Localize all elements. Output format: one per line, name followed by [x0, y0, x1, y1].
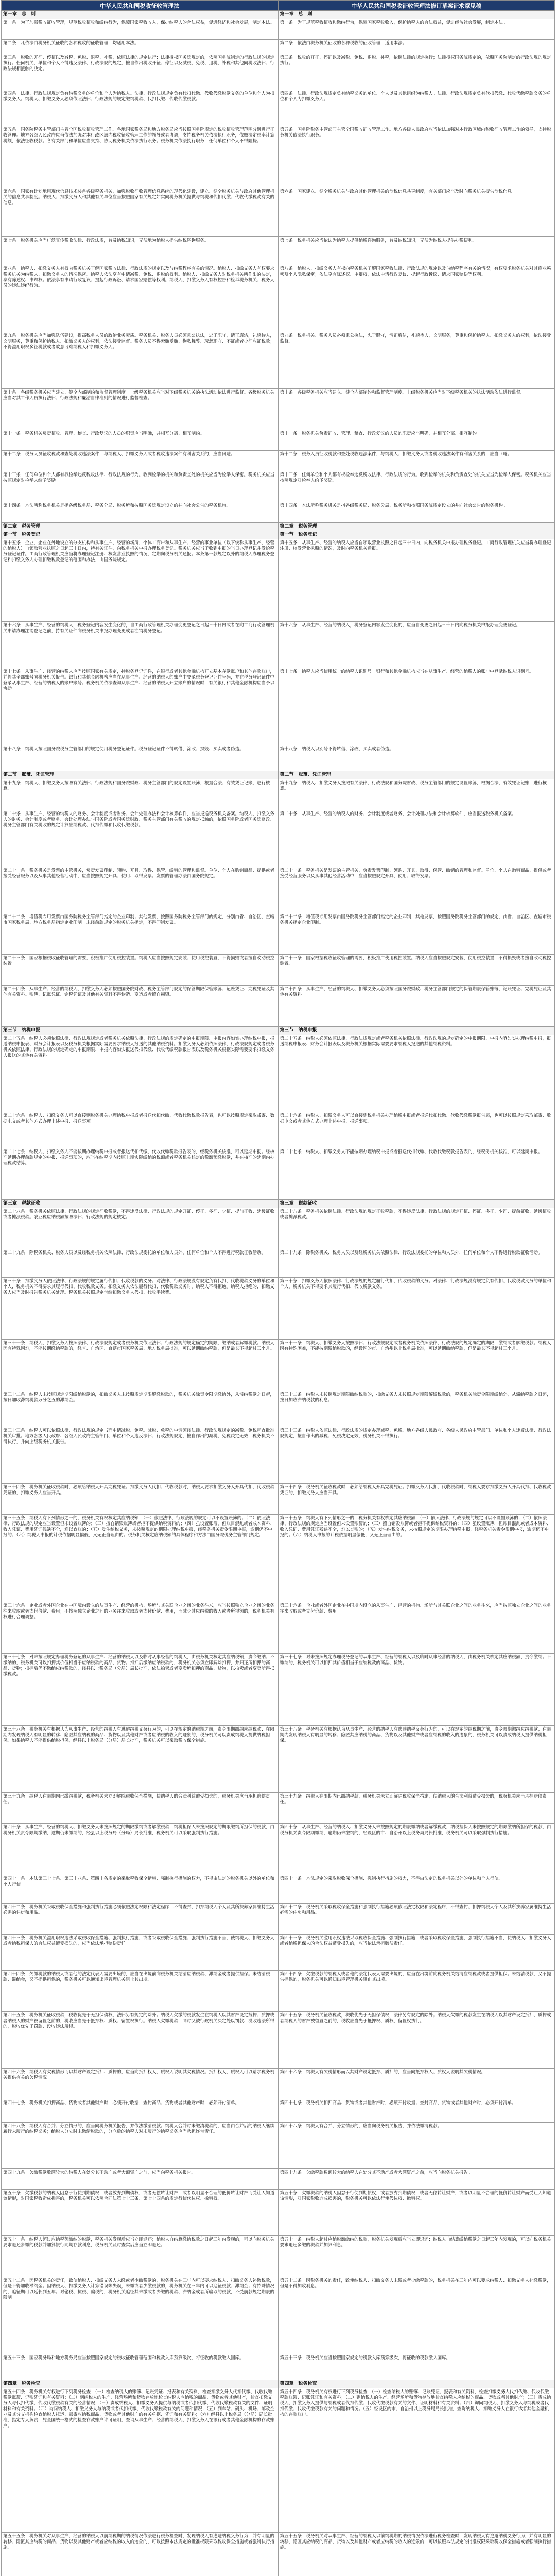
- current-law-cell: 第六条 国家有计划地用现代信息技术装备各级税务机关，加强税收征收管理信息系统的现代化建设，建立、健全税务机关与政府其他管理机关的信息共享制度。纳税人、扣缴义务人和其他有关单位应当按照国家有关规定如实向税务机关提供与纳税和代扣代缴、代收代缴税款有关的信息。: [2, 188, 279, 237]
- article-row: [2, 1602, 555, 1654]
- article-row: [2, 1340, 555, 1391]
- draft-cell: 第三十八条 税务机关有根据认为从事生产、经营的纳税人有逃避纳税义务行为的，可以在规定的纳税期之前，责令限期缴纳应纳税款；在限期内发现纳税人有明显的转移、隐匿其应纳税的商品、货物以及其他财产或者应纳税的收入的迹象的，税务机关可以责成纳税人提供纳税担保。: [278, 1726, 555, 1793]
- chapter-row: [2, 1027, 555, 1035]
- article-row: [2, 2069, 555, 2099]
- current-law-cell: 第四十二条 税务机关采取税收保全措施和强制执行措施必须依照法定权限和法定程序，不得查封、扣押纳税人个人及其所扶养家属维持生活必需的住房和用品。: [2, 1904, 279, 1935]
- article-row: [2, 2123, 555, 2169]
- current-law-cell: 第二章 税务管理: [2, 523, 279, 531]
- current-law-cell: 第二十一条 税务机关是发票的主管机关，负责发票印制、领购、开具、取得、保管、缴销的管理和监督。单位、个人在购销商品、提供或者接受经营服务以及从事其他经营活动中，应当按照规定开具、使用、取得发票。发票的管理办法由国务院规定。: [2, 867, 279, 913]
- draft-cell: 第四十九条 欠缴税款数额较大的纳税人在处分其不动产或者大额资产之前，应当向税务机关报告。: [278, 2169, 555, 2190]
- article-row: [2, 2533, 555, 2576]
- article-row: [2, 539, 555, 622]
- chapter-row: [2, 531, 555, 539]
- draft-cell: 第三十二条 纳税人未按照规定期限缴纳税款的，扣缴义务人未按照规定期限解缴税款的，税务机关除责令限期缴纳外，从滞纳税款之日起，按日加收滞纳税款的利息。: [278, 1391, 555, 1427]
- current-law-cell: 第三十五条 纳税人有下列情形之一的，税务机关有权核定其应纳税额：（一）依照法律、行政法规的规定可以不设置账簿的；（二）依照法律、行政法规的规定应当设置但未设置账簿的；（三）擅自销毁账簿或者拒不提供纳税资料的；（四）虽设置账簿，但账目混乱或者成本资料、收入凭证、费用凭证残缺不全，难以查账的；（五）发生纳税义务，未按照规定的期限办理纳税申报，经税务机关责令限期申报，逾期仍不申报的；（六）纳税人申报的计税依据明显偏低，又无正当理由的。税务机关核定应纳税额的具体程序和方法由国务院税务主管部门规定。: [2, 1515, 279, 1602]
- current-law-cell: 第四十三条 税务机关滥用职权违法采取税收保全措施、强制执行措施，或者采取税收保全措施、强制执行措施不当，使纳税人、扣缴义务人或者纳税担保人的合法权益遭受损失的，应当依法承担赔偿责任。: [2, 1935, 279, 1971]
- draft-cell: 第二十一条 税务机关是发票的主管机关，负责发票印制、领购、开具、取得、保管、缴销的管理和监督。单位、个人在购销商品、提供或者接受经营服务以及从事其他经营活动中，应当按照规定开具、使用、取得发票。: [278, 867, 555, 913]
- draft-cell: 第八条 纳税人、扣缴义务人有权向税务机关了解国家税收法律、行政法规的规定以及与纳税程序有关的情况；有权要求税务机关对其商业秘密及个人隐私保密；依法享有陈述权、申辩权，依法申请行政复议、提起行政诉讼、请求国家赔偿等权利。: [278, 265, 555, 332]
- current-law-cell: 第四十条 从事生产、经营的纳税人、扣缴义务人未按照规定的期限缴纳或者解缴税款，纳税担保人未按照规定的期限缴纳所担保的税款，由税务机关责令限期缴纳，逾期仍未缴纳的，经县以上税务局（分局）局长批准，税务机关可以采取强制执行措施。: [2, 1824, 279, 1875]
- current-law-cell: 第十一条 税务机关负责征收、管理、稽查、行政复议的人员的职责应当明确，并相互分离、相互制约。: [2, 430, 279, 451]
- current-law-cell: 第一条 为了加强税收征收管理，规范税收征收和缴纳行为，保障国家税收收入，保护纳税人的合法权益，促进经济和社会发展，制定本法。: [2, 19, 279, 40]
- draft-cell: 第六条 国家建立、健全税务机关与政府其他管理机关的涉税信息共享制度，有关部门应当及时向税务机关提供涉税信息。: [278, 188, 555, 237]
- article-row: [2, 1035, 555, 1112]
- article-row: [2, 986, 555, 1027]
- current-law-cell: 第五十一条 纳税人超过应纳税额缴纳的税款，税务机关发现后应当立即退还；纳税人自结算缴纳税款之日起三年内发现的，可以向税务机关要求退还多缴的税款并加算银行同期存款利息，税务机关及时查实后应当立即退还。: [2, 2236, 279, 2277]
- draft-cell: 第四十七条 税务机关扣押商品、货物或者其他财产时，必须开付收据；查封商品、货物或者其他财产时，必须开付清单。: [278, 2099, 555, 2123]
- draft-cell: 第十三条 任何单位和个人都有权检举违反税收法律、行政法规的行为。收到检举的机关和负责查处的机关应当为检举人保密。税务机关应当按照规定对检举人给予奖励。: [278, 471, 555, 502]
- article-row: [2, 1875, 555, 1904]
- current-law-cell: 第二节 账簿、凭证管理: [2, 771, 279, 779]
- draft-cell: 第七条 税务机关应当依法为纳税人提供纳税咨询服务，普及纳税知识，无偿为纳税人提供办税便利。: [278, 237, 555, 265]
- draft-cell: 第三十七条 对未按照规定办理税务登记的从事生产、经营的纳税人以及临时从事经营的纳税人，由税务机关核定其应纳税额，责令缴纳；不缴纳的，税务机关可以扣押其价值相当于应纳税款的商品、货物。: [278, 1654, 555, 1726]
- current-law-cell: 第四十一条 本法第三十七条、第三十八条、第四十条规定的采取税收保全措施、强制执行措施的权力，不得由法定的税务机关以外的单位和个人行使。: [2, 1875, 279, 1904]
- current-law-cell: 第五十二条 因税务机关的责任，致使纳税人、扣缴义务人未缴或者少缴税款的，税务机关在三年内可以要求纳税人、扣缴义务人补缴税款，但是不得加收滞纳金。因纳税人、扣缴义务人计算错误等失误，未缴或者少缴税款的，税务机关在三年内可以追征税款、滞纳金；有特殊情况的，追征期可以延长到五年。对偷税、抗税、骗税的，税务机关追征其未缴或者少缴的税款、滞纳金或者所骗取的税款，不受前款规定期限的限制。: [2, 2277, 279, 2354]
- article-row: [2, 867, 555, 913]
- article-row: [2, 1278, 555, 1340]
- right-column-title: 中华人民共和国税收征收管理法修订草案征求意见稿: [278, 1, 555, 11]
- draft-cell: 第一条 为了规范税收征收和缴纳行为，保障国家税收收入，保护纳税人的合法权益，促进经济社会发展，制定本法。: [278, 19, 555, 40]
- draft-cell: 第五十四条 税务机关有权进行下列税务检查：（一）检查纳税人的账簿、记账凭证、报表和有关资料，检查扣缴义务人代扣代缴、代收代缴税款账簿、记账凭证和有关资料；（二）到纳税人的生产、经营场所和货物存放地检查纳税人应纳税的商品、货物或者其他财产；（三）责成纳税人、扣缴义务人提供与纳税或者代扣代缴、代收代缴税款有关的文件、证明材料和有关资料；（四）询问纳税人、扣缴义务人与纳税或者代扣代缴、代收代缴税款有关的问题和情况；（五）经设区的市、自治州以上税务局局长批准，查询纳税人、扣缴义务人在银行或者其他金融机构的存款账户。: [278, 2388, 555, 2533]
- draft-cell: 第三十四条 税务机关征收税款时，必须给纳税人开具完税凭证。扣缴义务人代扣、代收税款时，纳税人要求扣缴义务人开具代扣、代收税款凭证的，扣缴义务人应当开具。: [278, 1484, 555, 1515]
- draft-cell: 第五十三条 税务机关应当按照国家规定的税款入库预算级次，将征收的税款缴入国库。: [278, 2354, 555, 2380]
- article-row: [2, 955, 555, 986]
- current-law-cell: 第二十九条 除税务机关、税务人员以及经税务机关依照法律、行政法规委托的单位和人员外，任何单位和个人不得进行税款征收活动。: [2, 1249, 279, 1278]
- current-law-cell: 第三十二条 纳税人未按照规定期限缴纳税款的，扣缴义务人未按照规定期限解缴税款的，税务机关除责令限期缴纳外，从滞纳税款之日起，按日加收滞纳税款万分之五的滞纳金。: [2, 1391, 279, 1427]
- chapter-row: [2, 523, 555, 531]
- current-law-cell: 第三十九条 纳税人在限期内已缴纳税款，税务机关未立即解除税收保全措施，使纳税人的合法利益遭受损失的，税务机关应当承担赔偿责任。: [2, 1793, 279, 1824]
- draft-cell: 第二十三条 国家根据税收征收管理的需要，积极推广使用税控装置。纳税人应当按照规定安装、使用税控装置，不得损毁或者擅自改动税控装置。: [278, 955, 555, 986]
- current-law-cell: 第四章 税务检查: [2, 2380, 279, 2388]
- article-row: [2, 126, 555, 188]
- article-row: [2, 1971, 555, 2012]
- current-law-cell: 第八条 纳税人、扣缴义务人有权向税务机关了解国家税收法律、行政法规的规定以及与纳税程序有关的情况。纳税人、扣缴义务人有权要求税务机关为纳税人、扣缴义务人的情况保密。纳税人依法享有申请减税、免税、退税的权利。纳税人、扣缴义务人对税务机关所作出的决定，享有陈述权、申辩权；依法享有申请行政复议、提起行政诉讼、请求国家赔偿等权利。纳税人、扣缴义务人有权控告和检举税务机关、税务人员的违法违纪行为。: [2, 265, 279, 332]
- current-law-cell: 第十五条 企业，企业在外地设立的分支机构和从事生产、经营的场所，个体工商户和从事生产、经营的事业单位（以下统称从事生产、经营的纳税人）自领取营业执照之日起三十日内，持有关证件，向税务机关申报办理税务登记。税务机关应当于收到申报的当日办理登记并发给税务登记证件。工商行政管理机关应当将办理登记注册、核发营业执照的情况，定期向税务机关通报。本条第一款规定以外的纳税人办理税务登记和扣缴义务人办理扣缴税款登记的范围和办法，由国务院规定。: [2, 539, 279, 622]
- draft-cell: 第十七条 纳税人应当使用统一的纳税人识别号。银行和其他金融机构应当在从事生产、经营的纳税人的账户中登录纳税人识别号。: [278, 668, 555, 745]
- draft-cell: 第二十二条 增值税专用发票由国务院税务主管部门指定的企业印制；其他发票，按照国务院税务主管部门的规定，由省、自治区、直辖市税务机关指定企业印制。: [278, 913, 555, 955]
- article-row: [2, 188, 555, 237]
- article-row: [2, 1249, 555, 1278]
- current-law-cell: 第二十三条 国家根据税收征收管理的需要，积极推广使用税控装置。纳税人应当按照规定安装、使用税控装置，不得损毁或者擅自改动税控装置。: [2, 955, 279, 986]
- current-law-cell: 第二十四条 从事生产、经营的纳税人、扣缴义务人必须按照国务院财政、税务主管部门规定的保管期限保管账簿、记账凭证、完税凭证及其他有关资料。账簿、记账凭证、完税凭证及其他有关资料不得伪造、变造或者擅自损毁。: [2, 986, 279, 1027]
- current-law-cell: 第四十八条 纳税人有合并、分立情形的，应当向税务机关报告，并依法缴清税款。纳税人合并时未缴清税款的，应当由合并后的纳税人继续履行未履行的纳税义务；纳税人分立时未缴清税款的，分立后的纳税人对未履行的纳税义务应当承担连带责任。: [2, 2123, 279, 2169]
- current-law-cell: 第七条 税务机关应当广泛宣传税收法律、行政法规，普及纳税知识，无偿地为纳税人提供纳税咨询服务。: [2, 237, 279, 265]
- draft-cell: 第三节 纳税申报: [278, 1027, 555, 1035]
- article-row: [2, 332, 555, 389]
- draft-cell: 第四十二条 税务机关采取税收保全措施和强制执行措施必须依照法定权限和法定程序，不得查封、扣押纳税人个人及其所扶养家属维持生活必需的住房和用品。: [278, 1904, 555, 1935]
- current-law-cell: 第三条 税收的开征、停征以及减税、免税、退税、补税，依照法律的规定执行；法律授权国务院规定的，依照国务院制定的行政法规的规定执行。任何机关、单位和个人不得违反法律、行政法规的规定，擅自作出税收开征、停征以及减税、免税、退税、补税和其他同税收法律、行政法规相抵触的决定。: [2, 54, 279, 90]
- draft-cell: 第三十九条 纳税人在限期内已缴纳税款，税务机关未立即解除税收保全措施，使纳税人的合法利益遭受损失的，税务机关应当承担赔偿责任。: [278, 1793, 555, 1824]
- article-row: [2, 1112, 555, 1148]
- current-law-cell: 第四条 法律、行政法规规定负有纳税义务的单位和个人为纳税人。法律、行政法规规定负有代扣代缴、代收代缴税款义务的单位和个人为扣缴义务人。纳税人、扣缴义务人必须依照法律、行政法规的规定缴纳税款、代扣代缴、代收代缴税款。: [2, 90, 279, 126]
- article-row: [2, 502, 555, 523]
- draft-cell: 第十九条 纳税人、扣缴义务人按照有关法律、行政法规和国务院财政、税务主管部门的规定设置账簿，根据合法、有效凭证记账，进行核算。: [278, 779, 555, 810]
- current-law-cell: 第四十六条 纳税人有欠税情形而以其财产设定抵押、质押的，应当向抵押权人、质权人说明其欠税情况。抵押权人、质权人可以请求税务机关提供有关的欠税情况。: [2, 2069, 279, 2099]
- article-row: [2, 913, 555, 955]
- draft-cell: 第三条 税收的开征、停征以及减税、免税、退税、补税，依照法律的规定执行；法律授权国务院规定的，依照国务院制定的行政法规的规定执行。: [278, 54, 555, 90]
- article-row: [2, 389, 555, 430]
- current-law-cell: 第四十四条 欠缴税款的纳税人或者他的法定代表人需要出境的，应当在出境前向税务机关结清应纳税款、滞纳金或者提供担保。未结清税款、滞纳金，又不提供担保的，税务机关可以通知出境管理机关阻止其出境。: [2, 1971, 279, 2012]
- article-row: [2, 2099, 555, 2123]
- article-row: [2, 1904, 555, 1935]
- current-law-cell: 第五十五条 税务机关对从事生产、经营的纳税人以前纳税期的纳税情况依法进行税务检查时，发现纳税人有逃避纳税义务行为，并有明显的转移、隐匿其应纳税的商品、货物以及其他财产或者应纳税的收入的迹象的，可以按照本法规定的批准权限采取税收保全措施或者强制执行措施。: [2, 2533, 279, 2576]
- draft-cell: 第十四条 本法所称税务机关是指各级税务局、税务分局、税务所和按照国务院规定设立的并向社会公告的税务机构。: [278, 502, 555, 523]
- chapter-row: [2, 1200, 555, 1208]
- current-law-cell: 第二十七条 纳税人、扣缴义务人不能按期办理纳税申报或者报送代扣代缴、代收代缴税款报告表的，经税务机关核准，可以延期申报。经核准延期办理前款规定的申报、报送事项的，应当在纳税期内按照上期实际缴纳的税额或者税务机关核定的税额预缴税款，并在核准的延期内办理税款结算。: [2, 1148, 279, 1200]
- current-law-cell: 第二条 凡依法由税务机关征收的各种税收的征收管理，均适用本法。: [2, 40, 279, 54]
- draft-cell: 第四十条 从事生产、经营的纳税人、扣缴义务人未按照规定的期限缴纳或者解缴税款，纳税担保人未按照规定的期限缴纳所担保的税款，由税务机关责令限期缴纳，逾期仍未缴纳的，经设区的市、自治州以上税务局局长批准，税务机关可以采取强制执行措施。: [278, 1824, 555, 1875]
- article-row: [2, 779, 555, 810]
- current-law-cell: 第二十二条 增值税专用发票由国务院税务主管部门指定的企业印制；其他发票，按照国务院税务主管部门的规定，分别由省、自治区、直辖市国家税务局、地方税务局指定企业印制。未经前款规定的税务机关指定，不得印制发票。: [2, 913, 279, 955]
- current-law-cell: 第二十五条 纳税人必须依照法律、行政法规规定或者税务机关依照法律、行政法规的规定确定的申报期限、申报内容如实办理纳税申报，报送纳税申报表、财务会计报表以及税务机关根据实际需要要求纳税人报送的其他纳税资料。扣缴义务人必须依照法律、行政法规规定或者税务机关依照法律、行政法规的规定确定的申报期限、申报内容如实报送代扣代缴、代收代缴税款报告表以及税务机关根据实际需要要求扣缴义务人报送的其他有关资料。: [2, 1035, 279, 1112]
- article-row: [2, 90, 555, 126]
- left-column-title: 中华人民共和国税收征收管理法: [2, 1, 279, 11]
- article-row: [2, 2277, 555, 2354]
- draft-cell: 第五十二条 因税务机关的责任，致使纳税人、扣缴义务人未缴或者少缴税款的，税务机关在三年内可以要求纳税人、扣缴义务人补缴税款，但是不得加收利息。: [278, 2277, 555, 2354]
- article-row: [2, 1824, 555, 1875]
- draft-cell: 第二十七条 纳税人、扣缴义务人不能按期办理纳税申报或者报送代扣代缴、代收代缴税款报告表的，经税务机关核准，可以延期申报。: [278, 1148, 555, 1200]
- article-row: [2, 1484, 555, 1515]
- article-row: [2, 1515, 555, 1602]
- article-row: [2, 19, 555, 40]
- draft-cell: 第二条 依法由税务机关征收的各种税收的征收管理，适用本法。: [278, 40, 555, 54]
- draft-cell: 第十五条 从事生产、经营的纳税人应当自领取营业执照之日起三十日内，向税务机关申报办理税务登记。工商行政管理机关应当将办理登记注册、核发营业执照的情况，及时向税务机关通报。: [278, 539, 555, 622]
- comparison-table: [1, 1, 555, 2576]
- chapter-row: [2, 11, 555, 19]
- current-law-cell: 第十八条 纳税人按照国务院税务主管部门的规定使用税务登记证件。税务登记证件不得转借、涂改、损毁、买卖或者伪造。: [2, 745, 279, 771]
- draft-cell: 第十六条 从事生产、经营的纳税人，税务登记内容发生变化的，应当自变更之日起三十日内向税务机关申报办理变更登记。: [278, 622, 555, 668]
- draft-cell: 第三十六条 企业或者外国企业在中国境内设立的从事生产、经营的机构、场所与其关联企业之间的业务往来，应当按照独立企业之间的业务往来收取或者支付价款、费用。: [278, 1602, 555, 1654]
- current-law-cell: 第三十七条 对未按照规定办理税务登记的从事生产、经营的纳税人以及临时从事经营的纳税人，由税务机关核定其应纳税额，责令缴纳；不缴纳的，税务机关可以扣押其价值相当于应纳税款的商品、货物。扣押后缴纳应纳税款的，税务机关必须立即解除扣押，并归还所扣押的商品、货物；扣押后仍不缴纳应纳税款的，经县以上税务局（分局）局长批准，依法拍卖或者变卖所扣押的商品、货物，以拍卖或者变卖所得抵缴税款。: [2, 1654, 279, 1726]
- article-row: [2, 54, 555, 90]
- current-law-cell: 第一章 总 则: [2, 11, 279, 19]
- draft-cell: 第四章 税务检查: [278, 2380, 555, 2388]
- article-row: [2, 745, 555, 771]
- current-law-cell: 第十四条 本法所称税务机关是指各级税务局、税务分局、税务所和按照国务院规定设立的并向社会公告的税务机构。: [2, 502, 279, 523]
- article-row: [2, 2190, 555, 2236]
- draft-cell: 第五十五条 税务机关对从事生产、经营的纳税人以前纳税期的纳税情况依法进行税务检查时，发现纳税人有逃避纳税义务行为，并有明显的转移、隐匿其应纳税的商品、货物以及其他财产或者应纳税的收入的迹象的，可以按照本法规定的批准权限采取税收保全措施或者强制执行措施。: [278, 2533, 555, 2576]
- draft-cell: 第二十八条 税务机关依照法律、行政法规的规定征收税款，不得违反法律、行政法规的规定开征、停征、多征、少征、提前征收、延缓征收或者摊派税款。: [278, 1208, 555, 1249]
- draft-cell: 第二十条 从事生产、经营的纳税人的财务、会计制度或者财务、会计处理办法和会计核算软件，应当报送税务机关备案。: [278, 810, 555, 867]
- comparison-document: [1, 0, 555, 2576]
- current-law-cell: 第十三条 任何单位和个人都有权检举违反税收法律、行政法规的行为。收到检举的机关和负责查处的机关应当为检举人保密。税务机关应当按照规定对检举人给予奖励。: [2, 471, 279, 502]
- current-law-cell: 第三十三条 纳税人可以依照法律、行政法规的规定书面申请减税、免税。减税、免税的申请须经法律、行政法规规定的减税、免税审查批准机关审批。地方各级人民政府、各级人民政府主管部门、单位和个人违反法律、行政法规规定，擅自作出的减税、免税决定无效，税务机关不得执行，并向上级税务机关报告。: [2, 1427, 279, 1484]
- current-law-cell: 第五十三条 国家税务局和地方税务局应当按照国家规定的税收征收管理范围和税款入库预算级次，将征收的税款缴入国库。: [2, 2354, 279, 2380]
- draft-cell: 第十一条 税务机关负责征收、管理、稽查、行政复议的人员的职责应当明确，并相互分离、相互制约。: [278, 430, 555, 451]
- current-law-cell: 第三十条 扣缴义务人依照法律、行政法规的规定履行代扣、代收税款的义务。对法律、行政法规没有规定负有代扣、代收税款义务的单位和个人，税务机关不得要求其履行代扣、代收税款义务。扣缴义务人依法履行代扣、代收税款义务时，纳税人不得拒绝。纳税人拒绝的，扣缴义务人应当及时报告税务机关处理。税务机关按照规定付给扣缴义务人代扣、代收手续费。: [2, 1278, 279, 1340]
- draft-cell: 第四十四条 欠缴税款的纳税人或者他的法定代表人需要出境的，应当在出境前向税务机关结清应纳税款或者提供担保。未结清税款，又不提供担保的，税务机关可以通知出境管理机关阻止其出境。: [278, 1971, 555, 2012]
- current-law-cell: 第二十六条 纳税人、扣缴义务人可以直接到税务机关办理纳税申报或者报送代扣代缴、代收代缴税款报告表，也可以按照规定采取邮寄、数据电文或者其他方式办理上述申报、报送事项。: [2, 1112, 279, 1148]
- article-row: [2, 1208, 555, 1249]
- current-law-cell: 第三章 税款征收: [2, 1200, 279, 1208]
- draft-cell: 第五十一条 纳税人超过应纳税额缴纳的税款，税务机关发现后应当立即退还；纳税人自结算缴纳税款之日起三年内发现的，可以向税务机关要求退还多缴的税款并加算利息。: [278, 2236, 555, 2277]
- current-law-cell: 第十七条 从事生产、经营的纳税人应当按照国家有关规定，持税务登记证件，在银行或者其他金融机构开立基本存款账户和其他存款账户，并将其全部账号向税务机关报告。银行和其他金融机构应当在从事生产、经营的纳税人的账户中登录税务登记证件号码，并在税务登记证件中登录从事生产、经营的纳税人的账户账号。税务机关依法查询从事生产、经营的纳税人开立账户的情况时，有关银行和其他金融机构应当予以协助。: [2, 668, 279, 745]
- article-row: [2, 2169, 555, 2190]
- comparison-body: [2, 11, 555, 2576]
- draft-cell: 第二十九条 除税务机关、税务人员以及经税务机关依照法律、行政法规委托的单位和人员外，任何单位和个人不得进行税款征收活动。: [278, 1249, 555, 1278]
- article-row: [2, 451, 555, 471]
- article-row: [2, 2236, 555, 2277]
- article-row: [2, 471, 555, 502]
- article-row: [2, 1654, 555, 1726]
- header-row: [2, 1, 555, 11]
- current-law-cell: 第一节 税务登记: [2, 531, 279, 539]
- current-law-cell: 第三十八条 税务机关有根据认为从事生产、经营的纳税人有逃避纳税义务行为的，可以在规定的纳税期之前，责令限期缴纳应纳税款；在限期内发现纳税人有明显的转移、隐匿其应纳税的商品、货物以及其他财产或者应纳税的收入的迹象的，税务机关可以责成纳税人提供纳税担保。如果纳税人不能提供纳税担保，经县以上税务局（分局）局长批准，税务机关可以采取税收保全措施。: [2, 1726, 279, 1793]
- article-row: [2, 1148, 555, 1200]
- article-row: [2, 2354, 555, 2380]
- article-row: [2, 237, 555, 265]
- draft-cell: 第四十六条 纳税人有欠税情形而以其财产设定抵押、质押的，应当向抵押权人、质权人说明其欠税情况。: [278, 2069, 555, 2099]
- current-law-cell: 第四十九条 欠缴税款数额较大的纳税人在处分其不动产或者大额资产之前，应当向税务机关报告。: [2, 2169, 279, 2190]
- draft-cell: 第三十五条 纳税人有下列情形之一的，税务机关有权核定其应纳税额：（一）依照法律、行政法规的规定可以不设置账簿的；（二）依照法律、行政法规的规定应当设置但未设置账簿的；（三）擅自销毁账簿或者拒不提供纳税资料的；（四）虽设置账簿，但账目混乱或者成本资料、收入凭证、费用凭证残缺不全，难以查账的；（五）发生纳税义务，未按照规定的期限办理纳税申报，经税务机关责令限期申报，逾期仍不申报的；（六）纳税人申报的计税依据明显偏低，又无正当理由的。: [278, 1515, 555, 1602]
- draft-cell: 第二十六条 纳税人、扣缴义务人可以直接到税务机关办理纳税申报或者报送代扣代缴、代收代缴税款报告表，也可以按照规定采取邮寄、数据电文或者其他方式办理上述申报、报送事项。: [278, 1112, 555, 1148]
- article-row: [2, 1793, 555, 1824]
- current-law-cell: 第三十一条 纳税人、扣缴义务人按照法律、行政法规规定或者税务机关依照法律、行政法规的规定确定的期限，缴纳或者解缴税款。纳税人因有特殊困难，不能按期缴纳税款的，经省、自治区、直辖市国家税务局、地方税务局批准，可以延期缴纳税款，但是最长不得超过三个月。: [2, 1340, 279, 1391]
- draft-cell: 第十条 各级税务机关应当建立、健全内部制约和监督管理制度。上级税务机关应当对下级税务机关的执法活动依法进行监督。: [278, 389, 555, 430]
- article-row: [2, 1726, 555, 1793]
- draft-cell: 第一节 税务登记: [278, 531, 555, 539]
- article-row: [2, 265, 555, 332]
- chapter-row: [2, 2380, 555, 2388]
- current-law-cell: 第十二条 税务人员征收税款和查处税收违法案件，与纳税人、扣缴义务人或者税收违法案件有利害关系的，应当回避。: [2, 451, 279, 471]
- current-law-cell: 第十六条 从事生产、经营的纳税人，税务登记内容发生变化的，自工商行政管理机关办理变更登记之日起三十日内或者在向工商行政管理机关申请办理注销登记之前，持有关证件向税务机关申报办理变更或者注销税务登记。: [2, 622, 279, 668]
- draft-cell: 第九条 税务机关、税务人员必须秉公执法，忠于职守，清正廉洁，礼貌待人，文明服务，尊重和保护纳税人、扣缴义务人的权利，依法接受监督。: [278, 332, 555, 389]
- draft-cell: 第三章 税款征收: [278, 1200, 555, 1208]
- draft-cell: 第五十条 欠缴税款的纳税人因怠于行使到期债权，或者放弃到期债权，或者无偿转让财产，或者以明显不合理的低价转让财产而受让人知道该情形，对国家税收造成损害的，税务机关可以依法行使代位权、撤销权。: [278, 2190, 555, 2236]
- current-law-cell: 第五十条 欠缴税款的纳税人因怠于行使到期债权，或者放弃到期债权，或者无偿转让财产，或者以明显不合理的低价转让财产而受让人知道该情形，对国家税收造成损害的，税务机关可以依照合同法第七十三条、第七十四条的规定行使代位权、撤销权。: [2, 2190, 279, 2236]
- draft-cell: 第二十四条 从事生产、经营的纳税人、扣缴义务人必须按照国务院财政、税务主管部门规定的保管期限保管账簿、记账凭证、完税凭证及其他有关资料。: [278, 986, 555, 1027]
- draft-cell: 第十二条 税务人员征收税款和查处税收违法案件，与纳税人、扣缴义务人或者税收违法案件有利害关系的，应当回避。: [278, 451, 555, 471]
- draft-cell: 第四条 法律、行政法规规定负有纳税义务的单位、个人以及其他组织为纳税人。法律、行政法规规定负有代扣代缴、代收代缴税款义务的单位和个人为扣缴义务人。: [278, 90, 555, 126]
- draft-cell: 第二十五条 纳税人必须依照法律、行政法规规定或者税务机关依照法律、行政法规的规定确定的申报期限、申报内容如实办理纳税申报，报送纳税申报表、财务会计报表以及税务机关根据实际需要要求纳税人报送的其他纳税资料。: [278, 1035, 555, 1112]
- draft-cell: 第三十三条 纳税人依照法律、行政法规的规定办理减税、免税。地方各级人民政府、各级人民政府主管部门、单位和个人违反法律、行政法规规定，擅自作出的减税、免税决定无效，税务机关不得执行。: [278, 1427, 555, 1484]
- draft-cell: 第三十条 扣缴义务人依照法律、行政法规的规定履行代扣、代收税款的义务。对法律、行政法规没有规定负有代扣、代收税款义务的单位和个人，税务机关不得要求其履行代扣、代收税款义务。: [278, 1278, 555, 1340]
- draft-cell: 第四十三条 税务机关滥用职权违法采取税收保全措施、强制执行措施，或者采取税收保全措施、强制执行措施不当，使纳税人、扣缴义务人或者纳税担保人的合法权益遭受损失的，应当依法承担赔偿责任。: [278, 1935, 555, 1971]
- article-row: [2, 40, 555, 54]
- article-row: [2, 1391, 555, 1427]
- current-law-cell: 第十条 各级税务机关应当建立、健全内部制约和监督管理制度。上级税务机关应当对下级税务机关的执法活动依法进行监督。各级税务机关应当对其工作人员执行法律、行政法规和廉洁自律准则的情况进行监督检查。: [2, 389, 279, 430]
- article-row: [2, 2388, 555, 2533]
- article-row: [2, 668, 555, 745]
- draft-cell: 第一章 总 则: [278, 11, 555, 19]
- current-law-cell: 第九条 税务机关应当加强队伍建设，提高税务人员的政治业务素质。税务机关、税务人员必须秉公执法，忠于职守，清正廉洁，礼貌待人，文明服务，尊重和保护纳税人、扣缴义务人的权利，依法接受监督。税务人员不得索贿受贿、徇私舞弊、玩忽职守、不征或者少征应征税款；不得滥用职权多征税款或者故意刁难纳税人和扣缴义务人。: [2, 332, 279, 389]
- current-law-cell: 第二十条 从事生产、经营的纳税人的财务、会计制度或者财务、会计处理办法和会计核算软件，应当报送税务机关备案。纳税人、扣缴义务人的财务、会计制度或者财务、会计处理办法与国务院或者国务院财政、税务主管部门有关税收的规定抵触的，依照国务院或者国务院财政、税务主管部门有关税收的规定计算应纳税款、代扣代缴和代收代缴税款。: [2, 810, 279, 867]
- chapter-row: [2, 771, 555, 779]
- current-law-cell: 第五条 国务院税务主管部门主管全国税收征收管理工作。各地国家税务局和地方税务局应当按照国务院规定的税收征收管理范围分别进行征收管理。地方各级人民政府应当依法加强对本行政区域内税收征收管理工作的领导或者协调，支持税务机关依法执行职务，依照法定税率计算税额，依法征收税款。各有关部门和单位应当支持、协助税务机关依法执行职务。税务机关依法执行职务，任何单位和个人不得阻挠。: [2, 126, 279, 188]
- article-row: [2, 1935, 555, 1971]
- current-law-cell: 第四十七条 税务机关扣押商品、货物或者其他财产时，必须开付收据；查封商品、货物或者其他财产时，必须开付清单。: [2, 2099, 279, 2123]
- current-law-cell: 第三十四条 税务机关征收税款时，必须给纳税人开具完税凭证。扣缴义务人代扣、代收税款时，纳税人要求扣缴义务人开具代扣、代收税款凭证的，扣缴义务人应当开具。: [2, 1484, 279, 1515]
- current-law-cell: 第二十八条 税务机关依照法律、行政法规的规定征收税款，不得违反法律、行政法规的规定开征、停征、多征、少征、提前征收、延缓征收或者摊派税款。农业税应纳税额按照法律、行政法规的规定核定。: [2, 1208, 279, 1249]
- article-row: [2, 622, 555, 668]
- article-row: [2, 1427, 555, 1484]
- current-law-cell: 第五十四条 税务机关有权进行下列税务检查：（一）检查纳税人的账簿、记账凭证、报表和有关资料，检查扣缴义务人代扣代缴、代收代缴税款账簿、记账凭证和有关资料；（二）到纳税人的生产、经营场所和货物存放地检查纳税人应纳税的商品、货物或者其他财产，检查扣缴义务人与代扣代缴、代收代缴税款有关的经营情况；（三）责成纳税人、扣缴义务人提供与纳税或者代扣代缴、代收代缴税款有关的文件、证明材料和有关资料；（四）询问纳税人、扣缴义务人与纳税或者代扣代缴、代收代缴税款有关的问题和情况；（五）到车站、码头、机场、邮政企业及其分支机构检查纳税人托运、邮寄应纳税商品、货物或者其他财产的有关单据、凭证和有关资料；（六）经县以上税务局（分局）局长批准，指定专人负责，凭全国统一格式的检查存款账户许可证明，查询从事生产、经营的纳税人、扣缴义务人在银行或者其他金融机构的存款账户。: [2, 2388, 279, 2533]
- draft-cell: 第二章 税务管理: [278, 523, 555, 531]
- draft-cell: 第十八条 纳税人识别号不得转借、涂改、买卖或者伪造。: [278, 745, 555, 771]
- current-law-cell: 第三节 纳税申报: [2, 1027, 279, 1035]
- current-law-cell: 第三十六条 企业或者外国企业在中国境内设立的从事生产、经营的机构、场所与其关联企业之间的业务往来，应当按照独立企业之间的业务往来收取或者支付价款、费用；不按照独立企业之间的业务往来收取或者支付价款、费用，而减少其应纳税的收入或者所得额的，税务机关有权进行合理调整。: [2, 1602, 279, 1654]
- draft-cell: 第二节 账簿、凭证管理: [278, 771, 555, 779]
- article-row: [2, 2012, 555, 2069]
- article-row: [2, 810, 555, 867]
- current-law-cell: 第四十五条 税务机关征收税款，税收优先于无担保债权，法律另有规定的除外；纳税人欠缴的税款发生在纳税人以其财产设定抵押、质押或者纳税人的财产被留置之前的，税收应当先于抵押权、质权、留置权执行。纳税人欠缴税款，同时又被行政机关决定处以罚款、没收违法所得的，税收优先于罚款、没收违法所得。: [2, 2012, 279, 2069]
- current-law-cell: 第十九条 纳税人、扣缴义务人按照有关法律、行政法规和国务院财政、税务主管部门的规定设置账簿，根据合法、有效凭证记账，进行核算。: [2, 779, 279, 810]
- draft-cell: 第四十五条 税务机关征收税款，税收优先于无担保债权，法律另有规定的除外；纳税人欠缴的税款发生在纳税人以其财产设定抵押、质押或者纳税人的财产被留置之前的，税收应当先于抵押权、质权、留置权执行。: [278, 2012, 555, 2069]
- draft-cell: 第四十一条 本法规定的采取税收保全措施、强制执行措施的权力，不得由法定的税务机关以外的单位和个人行使。: [278, 1875, 555, 1904]
- draft-cell: 第四十八条 纳税人有合并、分立情形的，应当向税务机关报告，并依法缴清税款。: [278, 2123, 555, 2169]
- draft-cell: 第三十一条 纳税人、扣缴义务人按照法律、行政法规规定或者税务机关依照法律、行政法规的规定确定的期限，缴纳或者解缴税款。纳税人因有特殊困难，不能按期缴纳税款的，经设区的市、自治州以上税务局批准，可以延期缴纳税款，但是最长不得超过三个月。: [278, 1340, 555, 1391]
- draft-cell: 第五条 国务院税务主管部门主管全国税收征收管理工作。地方各级人民政府应当依法加强对本行政区域内税收征收管理工作的领导，支持税务机关依法执行职务。: [278, 126, 555, 188]
- article-row: [2, 430, 555, 451]
